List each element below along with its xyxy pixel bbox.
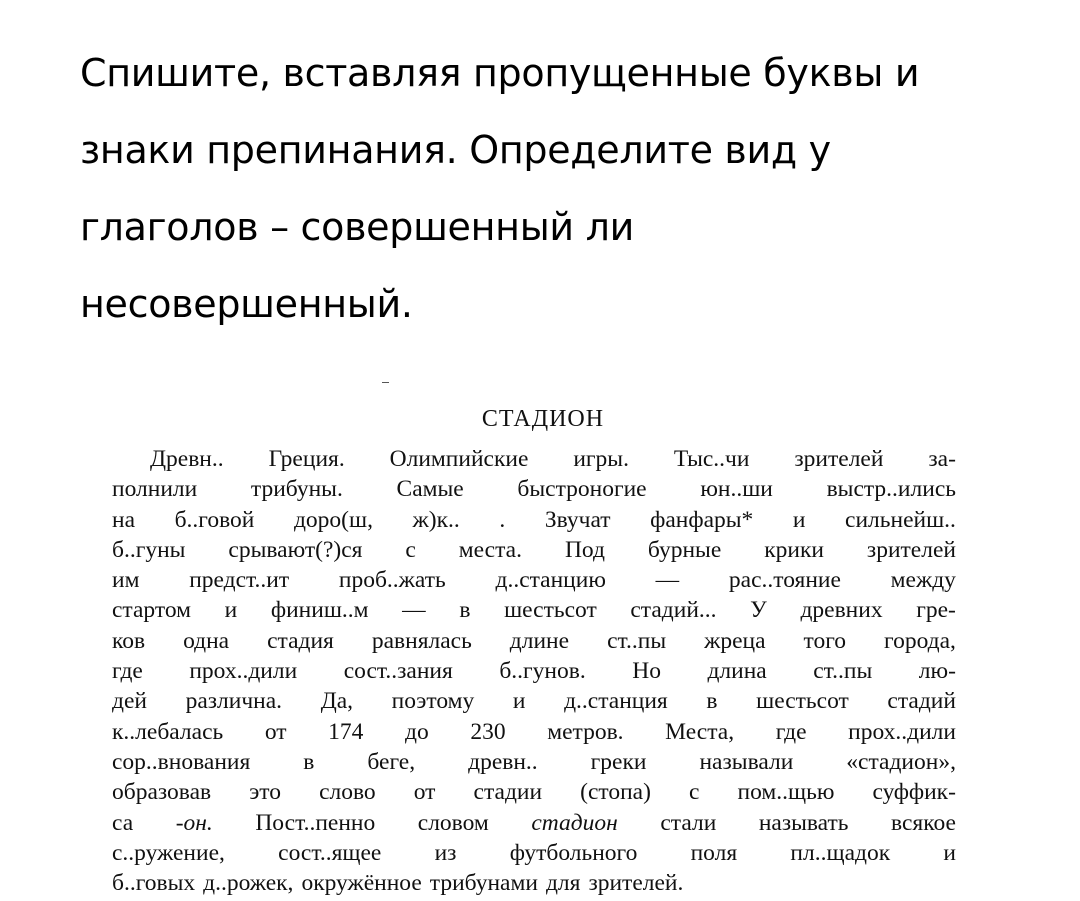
excerpt-line: ков одна стадия равнялась длине ст..пы жреца того города, bbox=[112, 627, 956, 654]
excerpt-line: б..говых д..рожек, окружённое трибунами для зрителей. bbox=[112, 870, 684, 897]
task-line: глаголов – совершенный ли bbox=[80, 205, 634, 249]
excerpt-line: Древн.. Греция. Олимпийские игры. Тыс..чи зрителей за- bbox=[150, 446, 956, 472]
excerpt-line: дей различна. Да, поэтому и д..станция в шестьсот стадий bbox=[112, 688, 956, 715]
excerpt-line: стартом и финиш..м — в шестьсот стадий... У древних гре- bbox=[112, 597, 956, 624]
excerpt-line: на б..говой доро(ш, ж)к.. . Звучат фанфары* и сильнейш.. bbox=[112, 506, 956, 533]
excerpt-line: им предст..ит проб..жать д..станцию — рас..тояние между bbox=[112, 567, 956, 594]
scan-artifact-dash bbox=[382, 382, 389, 383]
excerpt-line: са -он. Пост..пенно словом стадион стали называть всякое bbox=[112, 809, 956, 836]
excerpt-line: сор..внования в беге, древн.. греки называли «стадион», bbox=[112, 748, 956, 775]
excerpt-line: к..лебалась от 174 до 230 метров. Места, где прох..дили bbox=[112, 718, 956, 745]
excerpt-title: СТАДИОН bbox=[481, 406, 605, 432]
excerpt-line: полнили трибуны. Самые быстроногие юн..ши выстр..ились bbox=[112, 476, 956, 503]
textbook-excerpt bbox=[112, 404, 956, 898]
task-line: несовершенный. bbox=[80, 282, 413, 326]
excerpt-line: где прох..дили сост..зания б..гунов. Но длина ст..пы лю- bbox=[112, 658, 956, 685]
task-instruction bbox=[80, 35, 1030, 343]
task-line: Спишите, вставляя пропущенные буквы и bbox=[80, 51, 920, 95]
task-line: знаки препинания. Определите вид у bbox=[80, 128, 831, 172]
excerpt-line: с..ружение, сост..ящее из футбольного поля пл..щадок и bbox=[112, 839, 956, 866]
excerpt-line: б..гуны срывают(?)ся с места. Под бурные крики зрителей bbox=[112, 536, 956, 563]
excerpt-body bbox=[112, 444, 956, 898]
excerpt-line: образовав это слово от стадии (стопа) с пом..щью суффик- bbox=[112, 779, 956, 806]
